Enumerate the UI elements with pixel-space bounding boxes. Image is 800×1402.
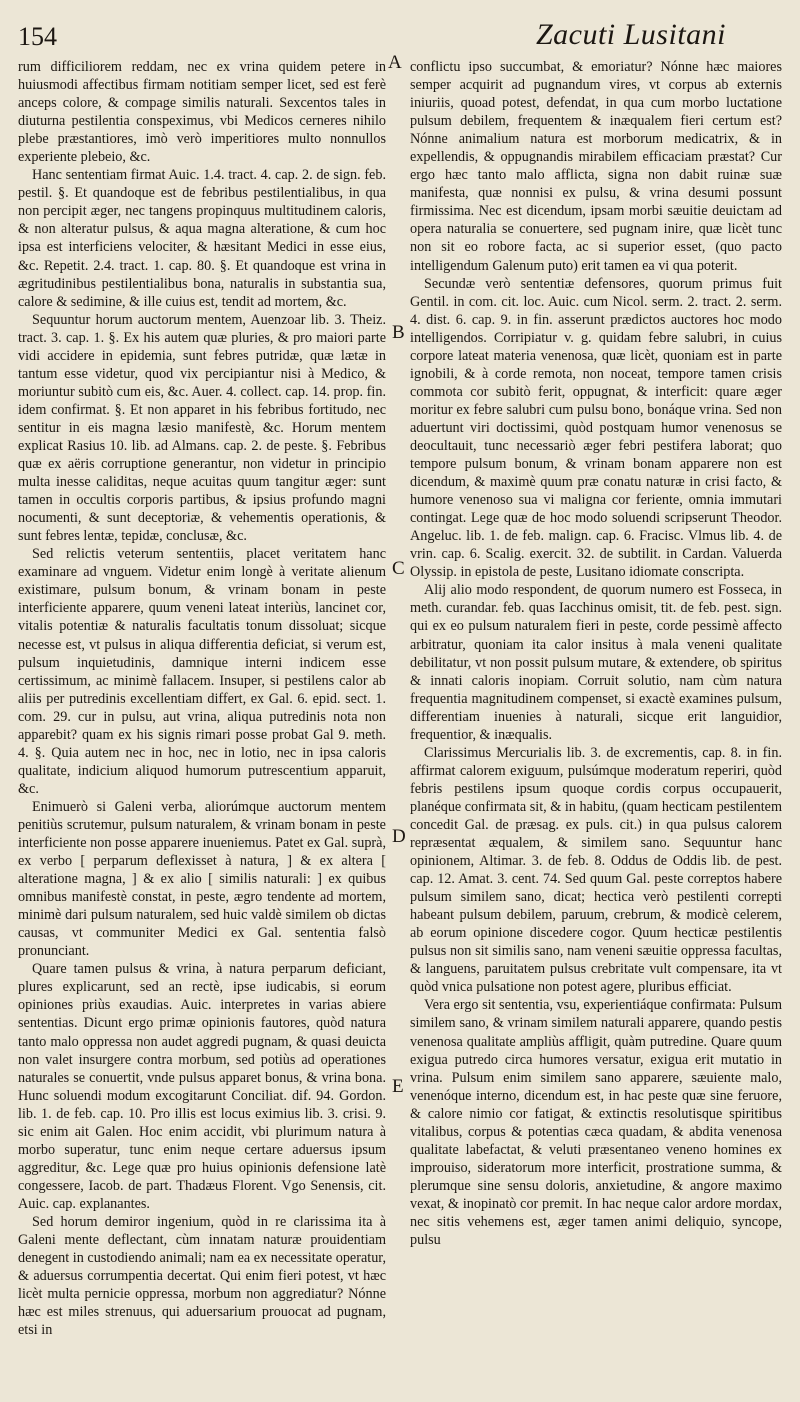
paragraph: Quare tamen pulsus & vrina, à natura perparum deficiant, plures explicarunt, sed an rectè, ipse iudicabis, si eorum opiniones priùs exaudias. Auic. interpretes in varias abiere sententias. Dicunt ergo primæ opinionis fautores, quòd natura tanto malo oppressa non audet aggredi pugnam, & quasi deuicta non valet insurgere contra morbum, sed potiùs ad operationes naturales se conuertit, vnde pulsus apparet bonus, & vrina bona. Hunc soluendi modum excogitarunt Conciliat. dif. 94. Gordon. lib. 1. de feb. cap. 10. Pro illis est locus eximius lib. 3. crisi. 9. sic enim ait Galen. Hoc enim accidit, vbi plurimum natura à morbo superatur, tunc enim neque certare aduersus ipsum aggreditur, &c. Lege quæ pro huius opinionis defensione latè congessere, Iacob. de part. Thadæus Florent. Vgo Senensis, cit. Auic. cap. explanantes.	[18, 961, 386, 1212]
paragraph: Sed horum demiror ingenium, quòd in re clarissima ita à Galeni mente deflectant, cùm innatam naturæ prouidentiam denegent in custodiendo animali; nam ea ex necessitate operatur, & aduersus corrumpentia decertat. Qui enim fieri potest, vt hæc licèt multa pernicie oppressa, morbum non aggrediatur? Nónne hæc est miles strenuus, qui aduersarium prouocat ad pugnam, etsi in	[18, 1214, 386, 1339]
paragraph: Clarissimus Mercurialis lib. 3. de excrementis, cap. 8. in fin. affirmat calorem exiguum, pulsúmque moderatum reperiri, quòd febris pestilens ipsum quoque cordis corpus occupauerit, planéque confirmata sit, & in habitu, (quam hecticam pestilentem concedit Gal. de præsag. ex puls. cit.) in qua pulsus calorem repræsentat æqualem, & similem sano. Sequuntur hanc opinionem, Altimar. 3. de feb. 8. Oddus de Oddis lib. de pest. cap. 12. Amat. 3. cent. 74. Sed quum Gal. peste correptos habere pulsum similem sano, dicat; hectica verò pestilenti correpti habeant pulsum debilem, paruum, crebrum, & modicè celerem, ab eorum opinione discedere cogor. Quum hecticæ pestilentis pulsus non sit similis sano, nam veneni sæuitie oppressa facultas, & languens, paruitatem pulsus crebritate vult compensare, ita vt quòd vnica pulsatione non potest agere, pluribus efficiat.	[410, 744, 782, 996]
paragraph: Secundæ verò sententiæ defensores, quorum primus fuit Gentil. in com. cit. loc. Auic. cum Nicol. serm. 2. tract. 2. serm. 4. dist. 6. cap. 9. in fin. asserunt prædictos auctores hoc modo intelligendos. Corripiatur v. g. quidam febre salubri, in cuius corpore lateat materia venenosa, quæ licèt, quoniam est in parte ignobili, & à corde remota, non noceat, tempore tamen crisis commota cor subitò ferit, oppugnat, & interficit: quare æger moritur ex febre salubri cum pulsu bono, bonáque vrina. Sed non aduertunt viri doctissimi, quòd postquam humor venenosus se deocultauit, tunc necessariò æger febri pestifera laborat; quo tempore pulsum bonum, & vrinam bonam apparere non est dicendum, & maximè quum præ conatu naturæ in crisi facto, & humore venenoso sua vi maligna cor feriente, omnia immutari contingat. Lege quæ de hoc modo soluendi scripserunt Theodor. Angeluc. lib. 1. de feb. malign. cap. 6. Fracisc. Vlmus lib. 4. de vrin. cap. 6. Scalig. exercit. 32. de subtilit. in Cardan. Valuerda Olyssip. in epistola de peste, Lusitano idiomate conscripta.	[410, 275, 782, 581]
margin-letter-a: A	[388, 52, 402, 73]
paragraph: Sequuntur horum auctorum mentem, Auenzoar lib. 3. Theiz. tract. 3. cap. 1. §. Ex his autem quæ pluries, & pro maiori parte vidi accidere in epidemia, sunt febres putridæ, quæ lætæ in tantum esse videtur, quod vix percipiantur nisi à Medico, & moriuntur subitò cum eis, &c. Auer. 4. collect. cap. 14. prop. fin. idem confirmat. §. Et non apparet in his febribus fortitudo, nec sentitur in eis magna læsio manifestè, &c. Horum mentem explicat Rasius 10. lib. ad Almans. cap. 2. de peste. §. Febribus quæ ex aëris corruptione generantur, non videtur in principio multa inesse caliditas, neque acuitas quum tangitur æger: sunt tamen in occultis corporis partibus, & ipsius profundo magni nocumenti, & sunt deceptoriæ, & vehementis operationis, & sunt febres lentæ, tepidæ, conclusæ, &c.	[18, 311, 386, 545]
paragraph: Vera ergo sit sententia, vsu, experientiáque confirmata: Pulsum similem sano, & vrinam similem naturali apparere, quando pestis venenosa qualitate ampliùs affligit, quàm putredine. Quare quum exigua putredo circa humores versatur, exigua erit mutatio in vrina. Pulsum enim similem sano apparere, sæuiente malo, venenóque interno, dicendum est, in hac peste quæ sine feruore, & calore nimio cor fatigat, & extinctis resolutisque spiritibus vitalibus, corpus & potentias cæca quadam, & abdita venenosa qualitate labefactat, & veluti præsentaneo veneno homines ex improuiso, sideratorum more interficit, prostratione summa, & plerumque sine sensu doloris, anxietudine, & angore maximo vexat, & inopinatò cor premit. In hac neque calor ardore mordax, nec sitis vehemens est, æger tamen animi deliquio, syncope, pulsu	[410, 997, 782, 1249]
paragraph: rum difficiliorem reddam, nec ex vrina quidem petere in huiusmodi affectibus firmam notitiam semper licet, sed est ferè anceps colore, & compage similis naturali. Sexcentos tales in diuturna pestilentia conspeximus, vbi Medicos cerneres nihilo plebe præstantiores, imò verò imperitiores multo nonnullos experiente plebeio, &c.	[18, 59, 386, 166]
page-header	[18, 18, 786, 58]
right-column	[410, 58, 782, 1390]
running-title: Zacuti Lusitani	[535, 18, 726, 51]
paragraph: conflictu ipso succumbat, & emoriatur? Nónne hæc maiores semper acquirit ad pugnandum vires, vt corpus ab externis iniuriis, quoad potest, defendat, in qua cum morbo luctatione pulsum debilem, frequentem & inæqualem fieri certum est? Nónne animalium natura est morborum medicatrix, & in expellendis, & oppugnandis mirabilem efficaciam præstat? Cur ergo hæc tanto malo afflicta, signa non dabit ruinæ suæ manifesta, quæ nonnisi ex pulsu, & vrina desumi possunt firmissima. Nec est dicendum, ipsam morbi sæuitie deuictam ad opera naturalia se conuertere, sed pugnam inire, quæ licèt tunc non sit eo robore facta, ac si superior esset, (quo pacto intelligendum Galenum puto) erit tamen ea vi qua poterit.	[410, 59, 782, 274]
paragraph: Hanc sententiam firmat Auic. 1.4. tract. 4. cap. 2. de sign. feb. pestil. §. Et quandoque est de febribus pestilentialibus, in qua non percipit æger, nec tangens propinquus multitudinem caloris, & non alteratur pulsus, & aqua magna alteratione, & cum hoc ipsa est interficiens velociter, & hæsitant Medici in esse eius, &c. Repetit. 2.4. tract. 1. cap. 80. §. Et quandoque est vrina in ægritudinibus pestilentialibus bona, naturalis in substantia sua, calore & sedimine, & ille cuius est, tendit ad mortem, &c.	[18, 167, 386, 310]
paragraph: Sed relictis veterum sententiis, placet veritatem hanc examinare ad vnguem. Videtur enim longè à veritate alienum existimare, pulsum bonum, & vrinam bonam in peste interficiente apparere, quum veneni lateat interiùs, lancinet cor, vitalis potentiæ & naturalis facultatis tonum dissoluat; sicque necesse est, vt pulsus in aliqua differentia deficiat, si verum est, pulsum inquietudinis, damnique interni indicem esse certissimum, ac minimè fallacem. Insuper, si pestilens calor ab aliis per putredinis excellentiam differt, ex Gal. 6. epid. sect. 1. com. 29. cur in pulsu, aut vrina, aliqua putredinis nota non apparebit? quam ex his signis rimari posse probat Gal 9. meth. 4. §. Quia autem nec in hoc, nec in lotio, nec in ipsa caloris qualitate, indicium aliquod humorum putrescentium apparuit, &c.	[18, 546, 386, 797]
margin-letter-d: D	[392, 826, 406, 847]
margin-letter-e: E	[392, 1076, 404, 1097]
left-column	[18, 58, 386, 1390]
paragraph: Alij alio modo respondent, de quorum numero est Fosseca, in meth. curandar. feb. quas Iacchinus omisit, tit. de feb. pest. sign. qui ex eo pulsum naturalem fieri in peste, corde pessimè affecto arbitratur, quoniam ita calor insitus à mala veneni qualitate debilitatur, vt non possit pulsum mutare, & extendere, ob spiritus & innati caloris inopiam. Corruit solutio, nam cùm natura frequentia magnitudinem compenset, si exactè examines pulsum, differentiam inuenies à naturali, sicque erit languidior, frequentior, & inæqualis.	[410, 582, 782, 743]
paragraph: Enimuerò si Galeni verba, aliorúmque auctorum mentem penitiùs scrutemur, pulsum naturalem, & vrinam bonam in peste interficiente non posse apparere inueniemus. Patet ex Gal. suprà, ex verbo [ perparum deflexisset à natura, ] & ex altera [ alteratione magna, ] & ex alio [ similis naturali: ] ex quibus omnibus manifestè constat, in peste, ægro tendente ad mortem, minimè dari pulsum naturalem, sed huic valdè similem ob dictas causas, vt communiter Medici ex Gal. sententia falsò pronunciant.	[18, 798, 386, 960]
page-number: 154	[18, 22, 57, 51]
margin-letter-c: C	[392, 558, 405, 579]
margin-letter-b: B	[392, 322, 405, 343]
